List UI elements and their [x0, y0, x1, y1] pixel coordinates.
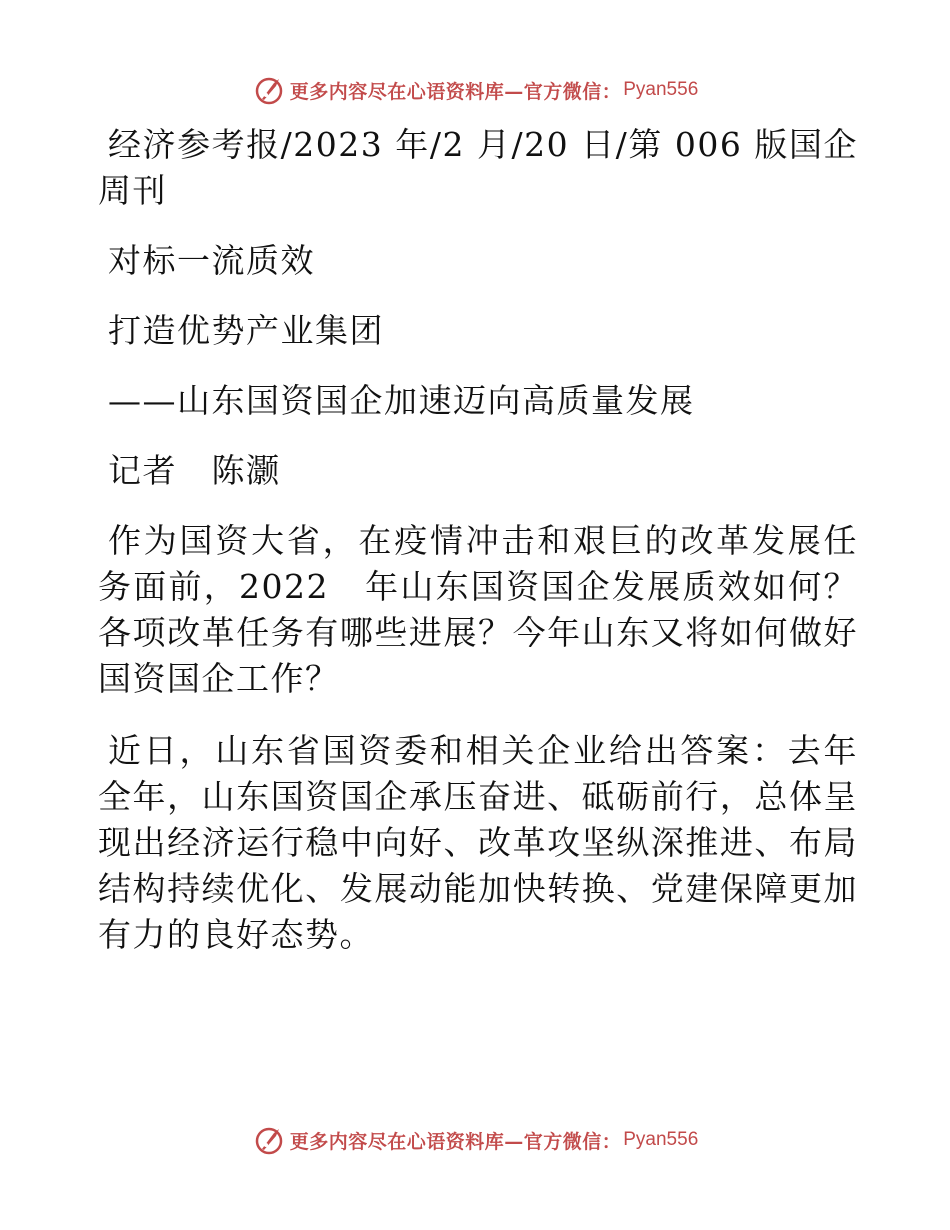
pen-nib-logo-icon [252, 73, 286, 107]
source-line: 经济参考报/2023 年/2 月/20 日/第 006 版国企周刊 [98, 125, 858, 210]
watermark-contact: Pyan556 [623, 1129, 699, 1150]
paragraph: 作为国资大省，在疫情冲击和艰巨的改革发展任务面前，2022 年山东国资国企发展质效如何？各项改革任务有哪些进展？今年山东又将如何做好国资国企工作？ [98, 521, 858, 698]
paragraph: 近日，山东省国资委和相关企业给出答案：去年全年，山东国资国企承压奋进、砥砺前行，总体呈现出经济运行稳中向好、改革攻坚纵深推进、布局结构持续优化、发展动能加快转换、党建保障更加有力的良好态势。 [98, 731, 858, 954]
byline: 记者 陈灏 [108, 451, 281, 490]
header-watermark [0, 70, 950, 110]
article-title-line1: 对标一流质效 [108, 241, 315, 280]
watermark-text: 更多内容尽在心语资料库—官方微信： [289, 1130, 622, 1153]
article-body [98, 122, 858, 958]
article-title-line2: 打造优势产业集团 [108, 311, 384, 350]
pen-nib-logo-icon [252, 1123, 286, 1157]
footer-watermark [0, 1120, 950, 1160]
article-subtitle: ——山东国资国企加速迈向高质量发展 [108, 381, 695, 420]
watermark-contact: Pyan556 [623, 79, 699, 100]
watermark-text: 更多内容尽在心语资料库—官方微信： [289, 80, 622, 103]
